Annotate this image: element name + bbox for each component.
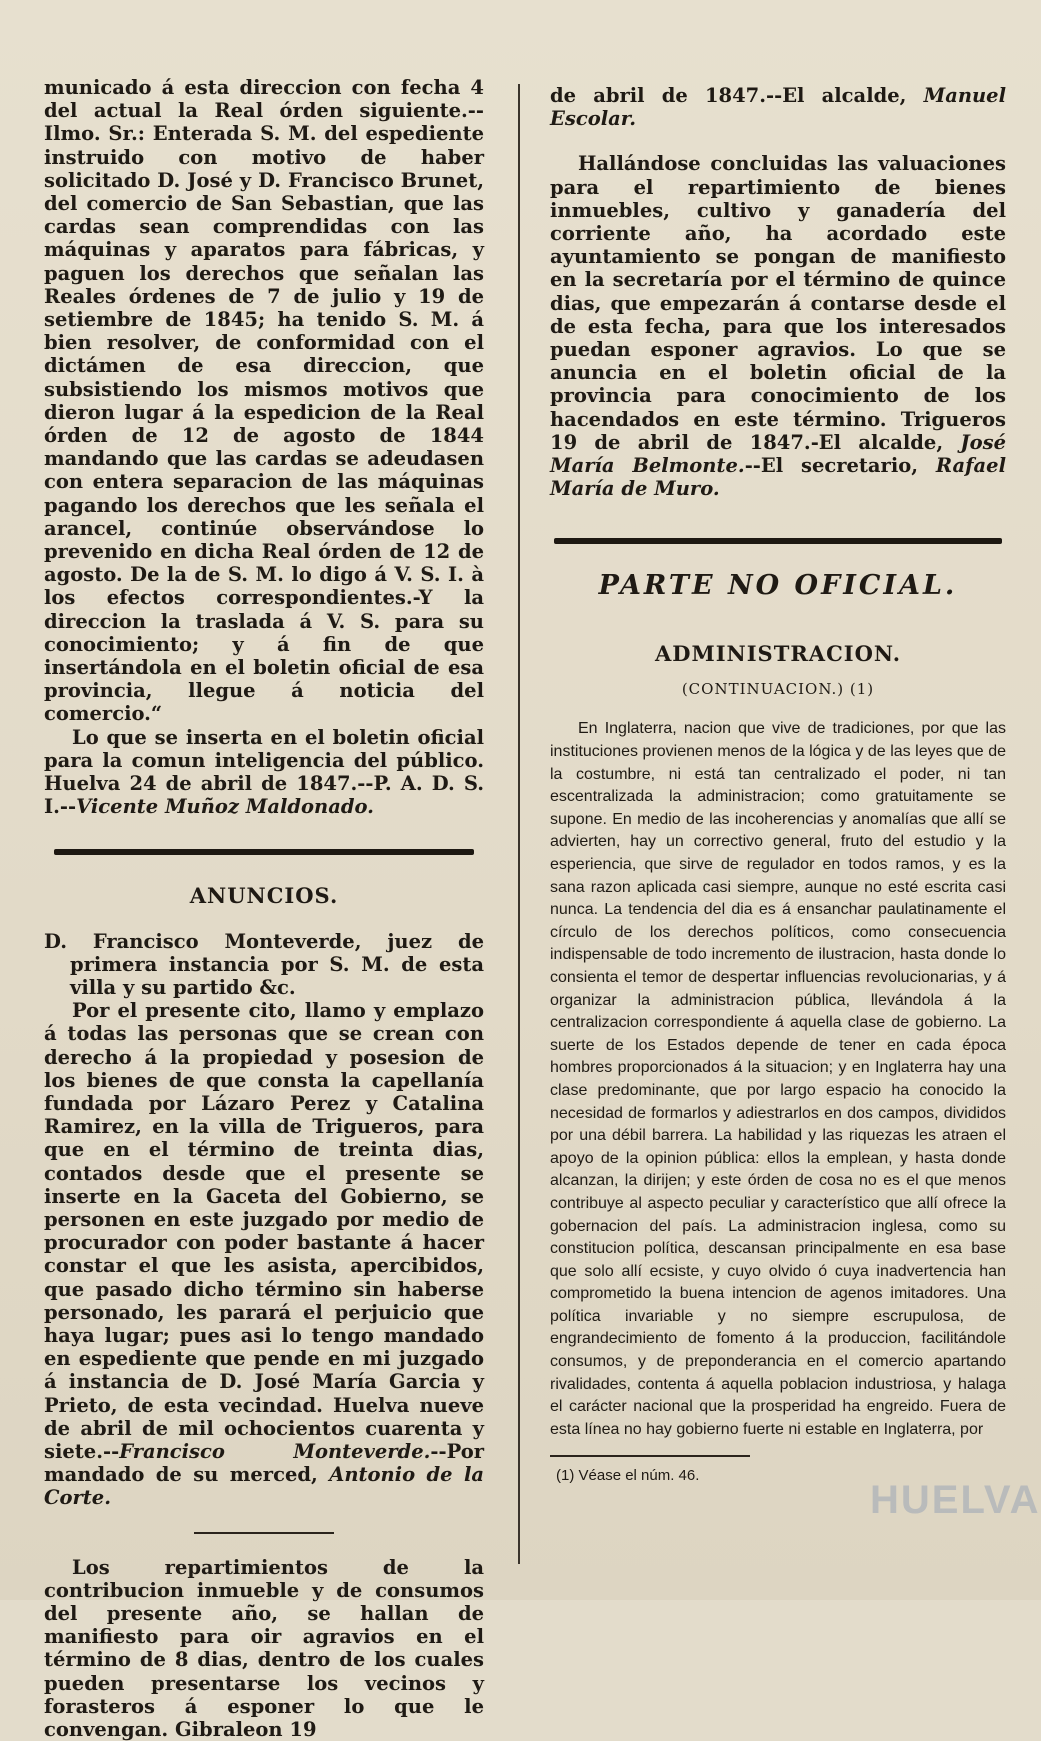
trigueros-secretary-signature: Rafael María de Muro. [550, 454, 1006, 501]
gibraleon-alcalde-signature: Manuel Escolar. [550, 84, 1006, 131]
trigueros-notice-text: Hallándose concluidas las valuaciones para el repartimiento de bienes inmuebles, cultivo y ganadería del corriente año, ha acordado este ayuntamiento se pongan de manifiesto en la secretaría por el término de quince dias, que empezarán á contarse desde el de esta fecha, para que los interesados puedan esponer agravios. Lo que se anuncia en el boletin oficial de la provincia para conocimiento de los hacendados en este término. Trigueros 19 de abril de 1847.-El alcalde, [550, 152, 1006, 454]
summons-text: Por el presente cito, llamo y emplazo á todas las personas que se crean con derecho á la propiedad y posesion de los bienes de que consta la capellanía fundada por Lázaro Perez y Catalina Ramirez, en la villa de Trigueros, para que en el término de treinta dias, contados desde que el presente se inserte en la Gaceta del Gobierno, se personen en este juzgado por medio de procurador con poder bastante á hacer constar el que les asista, apercibidos, que pasado dicho término sin haberse personado, les parará el perjuicio que haya lugar; pues asi lo tengo mandado en espediente que pende en mi juzgado á instancia de D. José María Garcia y Prieto, de esta vecindad. Huelva nueve de abril de mil ochocientos cuarenta y siete.-- [44, 999, 484, 1463]
trigueros-notice [550, 152, 1006, 500]
summons-judge-signature: Francisco Monteverde. [119, 1439, 431, 1463]
footnote-rule [550, 1455, 750, 1457]
insertion-notice [44, 726, 484, 819]
trigueros-alcalde-signature: José María Belmonte. [550, 430, 1006, 478]
administracion-heading: ADMINISTRACION. [654, 641, 902, 667]
royal-order-paragraph: municado á esta direccion con fecha 4 del actual la Real órden siguiente.--Ilmo. Sr.: Enterada S. M. del espediente instruido con motivo de haber solicitado D. José y D. Francisco Brunet, del comercio de San Sebastian, que las cardas sean comprendidas con las máquinas y aparatos para fábricas, y paguen los derechos que señalan las Reales órdenes de 7 de julio y 19 de setiembre de 1845; ha tenido S. M. á bien resolver, de conformidad con el dictámen de esa direccion, que subsistiendo los mismos motivos que dieron lugar á la espedicion de la Real órden de 12 de agosto de 1844 mandando que las cardas se adeudasen con entera separacion de las máquinas pagando los derechos que les señala el arancel, continúe observándose lo prevenido en dicha Real órden de 12 de agosto. De la de S. M. lo digo á V. S. I. à los efectos correspondientes.-Y la direccion la traslada á V. S. para su conocimiento; y á fin de que insertándola en el boletin oficial de esa provincia, llegue á noticia del comercio.“ [44, 76, 484, 726]
column-divider [518, 84, 520, 1564]
left-column [44, 76, 484, 1741]
continuacion-label: (CONTINUACION.) (1) [681, 680, 875, 699]
archive-watermark: HUELVA [870, 1478, 1041, 1522]
insertion-notice-signer: Vicente Muñoz Maldonado. [76, 795, 374, 819]
insertion-notice-text: Lo que se inserta en el boletin oficial para la comun inteligencia del público. Huelva 24 de abril de 1847.--P. A. D. S. I.-- [44, 725, 484, 819]
gibraleon-notice-continued [550, 84, 1006, 130]
summons-clerk-signature: Antonio de la Corte. [44, 1463, 484, 1510]
right-column [550, 84, 1006, 1484]
trigueros-secretary-label: --El secretario, [744, 454, 936, 478]
administracion-article: En Inglaterra, nacion que vive de tradiciones, por que las instituciones provienen menos de la lógica y de las leyes que de la costumbre, ni está tan centralizado el poder, ni tan escentralizada la administracion; como gratuitamente se supone. En medio de las incoherencias y anomalías que allí se advierten, hay un correctivo general, fruto del estudio y la esperiencia, que sirve de regulador en todos ramos, y es la sana razon aplicada casi siempre, aunque no esté escrita casi nunca. La tendencia del dia es á ensanchar paulatinamente el círculo de los derechos políticos, como consecuencia indispensable de todo incremento de ilustracion, hasta donde lo consienta el temor de despertar influencias revolucionarias, y á organizar la administracion pública, llevándola á la centralizacion correspondiente á aquella clase de gobierno. La suerte de los Estados depende de tener en cada época hombres proporcionados á la situacion; y en Inglaterra hay una clase predominante, que por largo espacio ha conocido la necesidad de formarlos y adiestrarlos en dos campos, divididos por una débil barrera. La habilidad y las riquezas les atraen el apoyo de la opinion pública: ellos la emplean, y hasta donde alcanzan, la dirijen; y este órden de cosa no es el que menos contribuye al aspecto peculiar y característico que allí ofrece la gobernacion del país. La administracion inglesa, como su constitucion política, descansan principalmente en esa base que solo allí ecsiste, y cuyo olvido ó cuya inadvertencia han comprometido la buena intencion de agenos imitadores. Una política invariable y no siempre escrupulosa, de engrandecimiento de fomento á la produccion, facilitándole consumos, y de preponderancia en el comercio apartando rivalidades, contenta á aquella poblacion industriosa, y halaga el carácter nacional que la prosperidad ha engreido. Fuera de esta línea no hay gobierno fuerte ni estable en Inglaterra, por [550, 720, 1006, 1438]
summons-mandate: --Por mandado de su merced, [44, 1439, 484, 1487]
gibraleon-notice: Los repartimientos de la contribucion inmueble y de consumos del presente año, se hallan de manifiesto para oir agravios en el término de 8 dias, dentro de los cuales pueden presentarse los vecinos y forasteros á esponer lo que le convengan. Gibraleon 19 [44, 1555, 484, 1741]
anuncios-heading: ANUNCIOS. [189, 882, 339, 908]
footnote: (1) Véase el núm. 46. [556, 1467, 700, 1485]
parte-no-oficial-heading: PARTE NO OFICIAL. [598, 570, 958, 602]
judge-heading: D. Francisco Monteverde, juez de primera instancia por S. M. de esta villa y su partido &c. [44, 929, 484, 999]
summons-notice [44, 999, 484, 1509]
gibraleon-date-text: de abril de 1847.--El alcalde, [550, 84, 924, 107]
